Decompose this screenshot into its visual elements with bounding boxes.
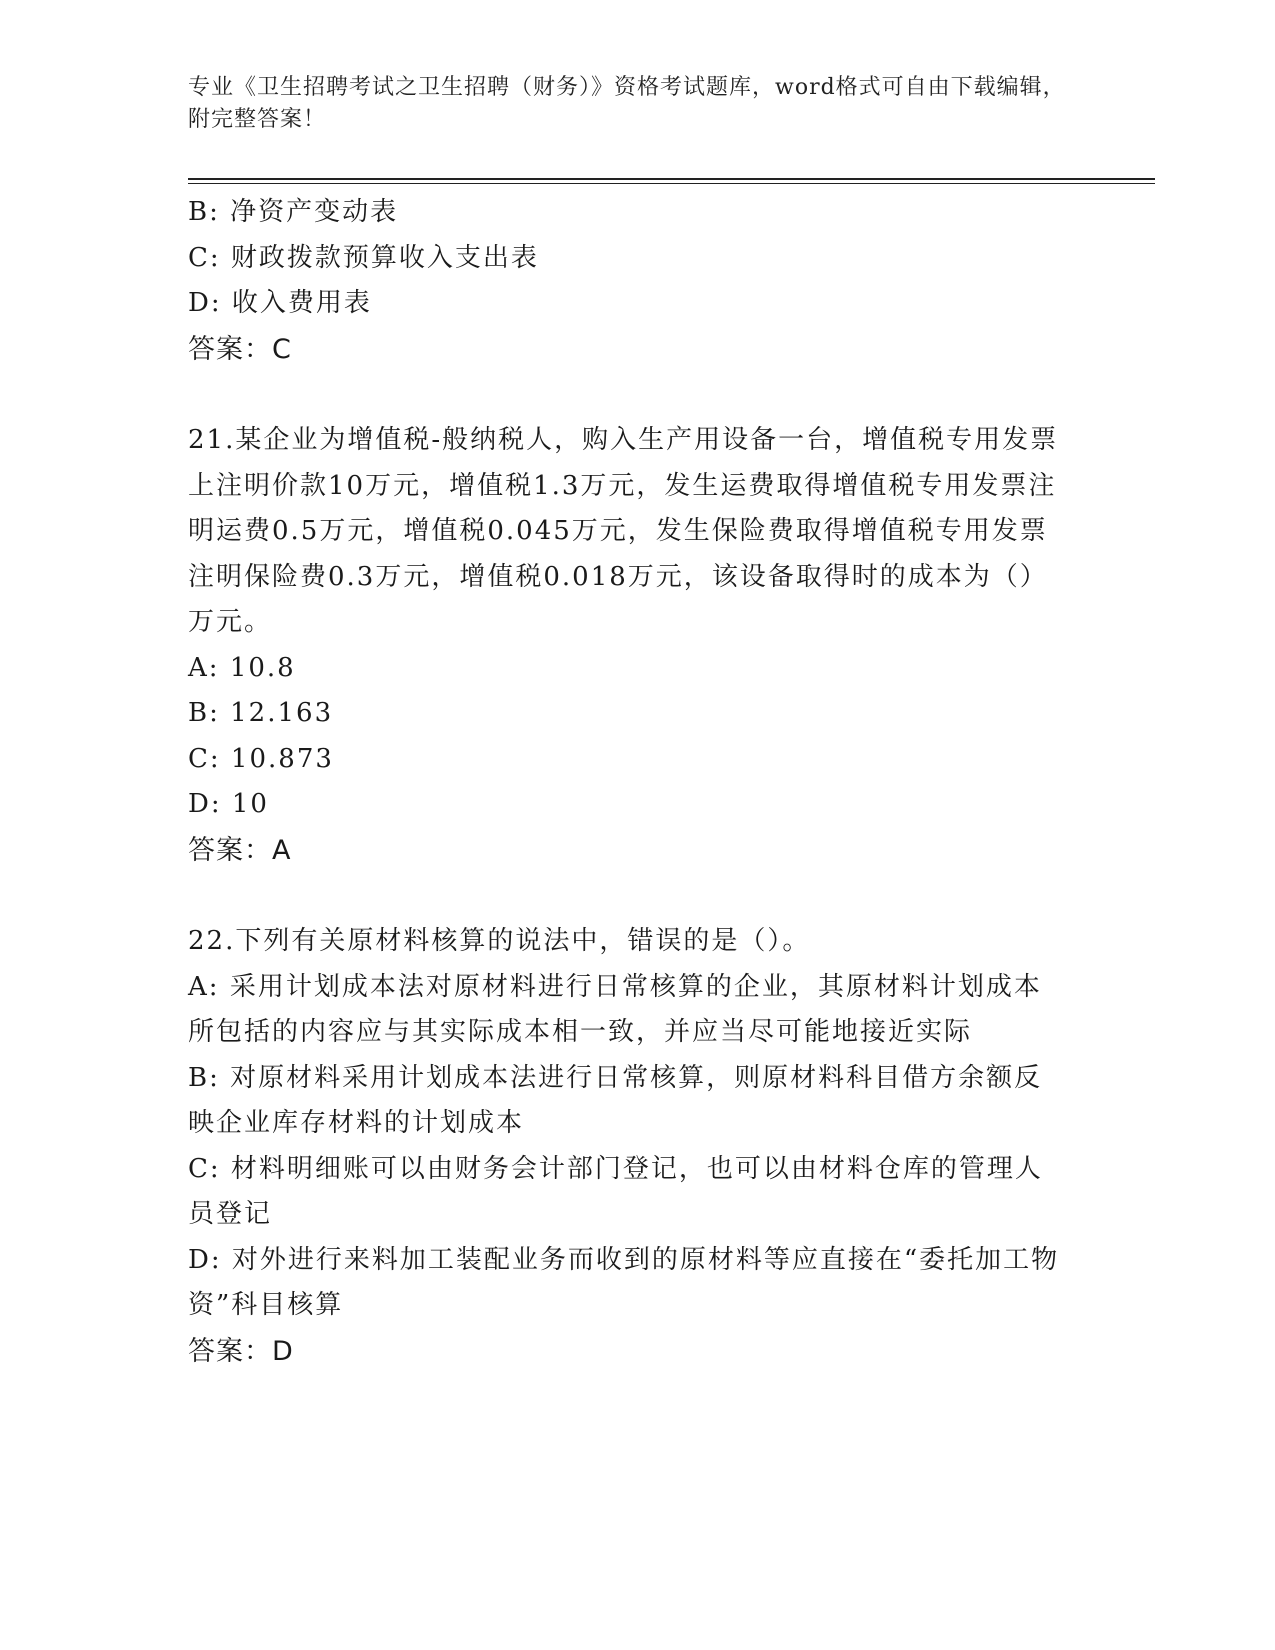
option-text: 10.8 (229, 652, 296, 683)
answer-line: 答案：D (188, 1335, 294, 1367)
option-text: 采用计划成本法对原材料进行日常核算的企业，其原材料计划成本所包括的内容应与其实际成本相一致，并应当尽可能地接近实际 (188, 971, 1042, 1047)
option-text: 10 (231, 789, 269, 819)
option-a (188, 646, 1068, 692)
option-label: B: (188, 698, 220, 728)
option-label: B: (188, 197, 220, 227)
option-d (188, 782, 1068, 828)
option-b (188, 1056, 1068, 1147)
option-label: D: (188, 288, 222, 318)
question-22 (188, 919, 1068, 1374)
question-21 (188, 418, 1068, 873)
option-label: C: (188, 1153, 221, 1184)
header-rule-thick (188, 178, 1155, 180)
question-stem: 21.某企业为增值税-般纳税人，购入生产用设备一台，增值税专用发票上注明价款10万元，增值税1.3万元，发生运费取得增值税专用发票注明运费0.5万元，增值税0.045万元，发生保险费取得增值税专用发票注明保险费0.3万元，增值税0.018万元，该设备取得时的成本为（）万元。 (188, 425, 1059, 637)
option-c (188, 236, 1068, 282)
option-text: 材料明细账可以由财务会计部门登记，也可以由材料仓库的管理人员登记 (188, 1153, 1043, 1229)
option-b (188, 691, 1068, 737)
option-text: 收入费用表 (231, 288, 372, 318)
option-label: C: (188, 242, 221, 273)
option-text: 12.163 (230, 698, 334, 728)
option-a (188, 965, 1068, 1056)
option-text: 对原材料采用计划成本法进行日常核算，则原材料科目借方余额反映企业库存材料的计划成本 (188, 1062, 1043, 1138)
option-c (188, 737, 1068, 783)
question-stem: 22.下列有关原材料核算的说法中，错误的是（）。 (188, 926, 811, 956)
spacer (188, 873, 1068, 919)
option-label: A: (188, 971, 220, 1002)
option-text: 对外进行来料加工装配业务而收到的原材料等应直接在“委托加工物资”科目核算 (188, 1244, 1060, 1320)
question-20-tail (188, 190, 1068, 372)
option-text: 10.873 (230, 743, 334, 774)
option-label: A: (188, 652, 220, 683)
answer-line: 答案：C (188, 333, 292, 365)
option-label: D: (188, 1244, 222, 1275)
header-rule-thin (188, 183, 1155, 184)
option-text: 净资产变动表 (230, 197, 399, 227)
option-d (188, 1238, 1068, 1329)
option-d (188, 281, 1068, 327)
option-label: C: (188, 743, 221, 774)
option-b (188, 190, 1068, 236)
question-content (188, 190, 1068, 1374)
document-header-note: 专业《卫生招聘考试之卫生招聘（财务）》资格考试题库，word格式可自由下载编辑，附完整答案！ (188, 75, 1066, 132)
option-label: D: (188, 789, 222, 819)
spacer (188, 372, 1068, 418)
option-text: 财政拨款预算收入支出表 (230, 242, 539, 273)
answer-line: 答案：A (188, 834, 292, 866)
option-c (188, 1147, 1068, 1238)
option-label: B: (188, 1062, 220, 1093)
